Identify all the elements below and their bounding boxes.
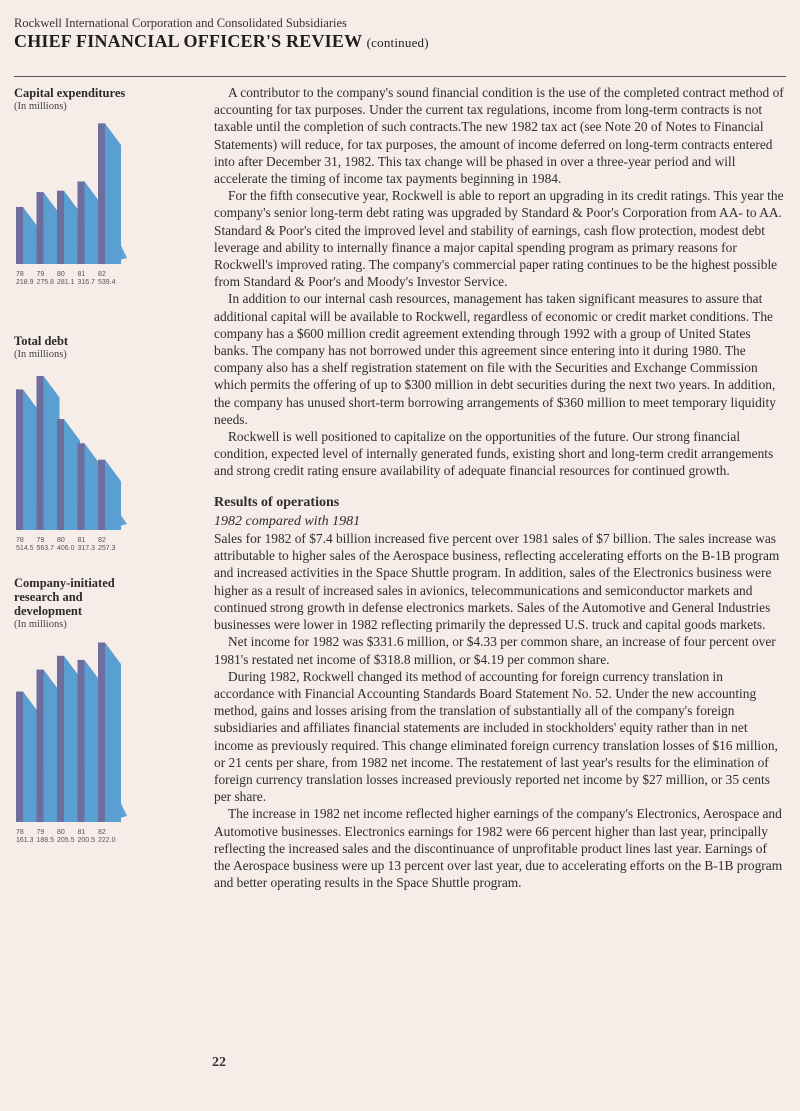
page-number: 22 — [212, 1055, 226, 1070]
data-label: 205.5 — [57, 837, 75, 844]
chart-unit: (In millions) — [14, 101, 67, 112]
paragraph: Net income for 1982 was $331.6 million, or $4.33 per common share, an increase of four percent over 1981's restated net income of $318.8 million, or $4.19 per common share. — [214, 634, 776, 667]
paragraph: During 1982, Rockwell changed its method of accounting for foreign currency translation in accordance with Financial Accounting Standards Board Statement No. 52. Under the new accounting method, gains and losses arising from the translation of substantially all of the company's foreign subsidiaries and affiliates financial statements are included in stockholders' equity rather than in net income as previously required. This change eliminated foreign currency translation losses of $16 million, or 21 cents per share, from 1982 net income. The restatement of last year's results for the elimination of foreign currency translation losses increased previously reported net income by $27 million, or 35 cents per share. — [214, 668, 778, 805]
data-label: 161.3 — [16, 837, 34, 844]
tick-label: 79 — [36, 829, 45, 836]
debt-chart-svg — [14, 360, 199, 566]
page-header — [14, 16, 786, 52]
tick-label: 79 — [36, 271, 45, 278]
section-subheading: 1982 compared with 1981 — [214, 513, 361, 529]
chart-unit: (In millions) — [14, 349, 67, 360]
paragraph: Sales for 1982 of $7.4 billion increased five percent over 1981 sales of $7 billion. The sales increase was attributable to higher sales of the Aerospace business, reflecting accelerating efforts on the B-1B program and increased activities in the Space Shuttle program. In addition, sales of the Electronics business were higher as a result of increased sales in avionics, telecommunications and semiconductor markets and continued strong growth in defense electronics markets. Sales of the Automotive and General Industries businesses were lower in 1982 reflecting primarily the depressed U.S. truck and capital goods markets. — [214, 531, 780, 633]
debt-chart — [14, 334, 199, 566]
data-label: 317.3 — [77, 545, 96, 552]
continued-label: (continued) — [366, 35, 429, 50]
chart-unit: (In millions) — [14, 619, 67, 630]
bar — [16, 692, 23, 822]
bar — [57, 656, 64, 822]
paragraph: A contributor to the company's sound financial condition is the use of the completed contract method of accounting for tax purposes. Under the current tax regulations, income from long-term contracts is not taxable until the completion of such contracts.The new 1982 tax act (see Note 20 of Notes to Financial Statements) will reduce, for tax purposes, the amount of income deferred on long-term contracts entered into after December 31, 1982. This tax change will be phased in over a three-year period and will accelerate the timing of income tax payments beginning in 1984. — [214, 85, 784, 187]
bar — [98, 460, 105, 530]
bar — [98, 642, 105, 822]
data-label: 257.3 — [98, 545, 116, 552]
tick-label: 80 — [57, 829, 65, 836]
tick-label: 78 — [16, 829, 24, 836]
bar — [16, 389, 23, 530]
tick-label: 82 — [98, 829, 106, 836]
tick-label: 80 — [57, 537, 65, 544]
header-divider — [14, 76, 786, 77]
tick-label: 78 — [16, 537, 24, 544]
capex-chart — [14, 86, 199, 300]
chart-title: Capital expenditures — [14, 86, 126, 100]
tick-label: 82 — [98, 271, 106, 278]
bar — [78, 443, 85, 530]
bar — [57, 419, 64, 530]
data-label: 406.0 — [57, 545, 75, 552]
chart-title: Total debt — [14, 334, 69, 348]
bar — [37, 376, 44, 530]
tick-label: 82 — [98, 537, 106, 544]
tick-label: 81 — [77, 829, 86, 836]
capex-chart-svg — [14, 112, 199, 300]
paragraph: Rockwell is well positioned to capitalize on the opportunities of the future. Our strong financial condition, expected level of internally generated funds, existing short and long-term credit arrangements and strong credit rating ensure availability of adequate financial resources for continued growth. — [214, 429, 774, 479]
paragraph: For the fifth consecutive year, Rockwell is able to report an upgrading in its credit ratings. This year the company's senior long-term debt rating was upgraded by Standard & Poor's Corporation from AA- to AA. Standard & Poor's cited the improved level and stability of earnings, cash flow protection, modest debt leverage and ability to internally finance a major capital spending program as primary reasons for Rockwell's improved rating. The company's commercial paper rating continues to be the highest possible from Standard & Poor's and Moody's Investor Service. — [214, 188, 784, 290]
tick-label: 79 — [36, 537, 45, 544]
rnd-chart — [14, 576, 134, 858]
bar — [37, 670, 44, 822]
data-label: 514.5 — [16, 545, 34, 552]
tick-label: 80 — [57, 271, 65, 278]
title-text: CHIEF FINANCIAL OFFICER'S REVIEW — [14, 31, 362, 51]
bar — [78, 660, 85, 822]
data-label: 281.1 — [57, 279, 75, 286]
chart-title: Company-initiated research and development — [14, 576, 115, 618]
data-label: 316.7 — [77, 279, 96, 286]
data-label: 563.7 — [36, 545, 55, 552]
section-heading: Results of operations — [214, 494, 340, 510]
data-label: 188.5 — [36, 837, 55, 844]
page-title — [14, 31, 786, 52]
data-label: 218.9 — [16, 279, 34, 286]
rnd-chart-svg — [14, 630, 199, 858]
tick-label: 81 — [77, 271, 86, 278]
data-label: 275.8 — [36, 279, 55, 286]
bar — [37, 192, 44, 264]
data-label: 222.0 — [98, 837, 116, 844]
tick-label: 78 — [16, 271, 24, 278]
paragraph: The increase in 1982 net income reflected higher earnings of the company's Electronics, Aerospace and Automotive businesses. Electronics earnings for 1982 were 66 percent higher than last year, principally reflecting the increased sales and the discontinuance of unprofitable product lines last year. Earnings of the Aerospace business were up 13 percent over last year, due to accelerating efforts on the B-1B program and better operating results in the Space Shuttle program. — [214, 806, 783, 891]
bar — [16, 207, 23, 264]
paragraph: In addition to our internal cash resources, management has taken significant measures to assure that additional capital will be available to Rockwell, regardless of economic or credit market conditions. The company has a $600 million credit agreement extending through 1992 with a group of United States banks. The company has not borrowed under this agreement since entering into it during 1980. The company also has a shelf registration statement on file with the Securities and Exchange Commission which permits the offering of up to $300 million in debt securities during the next two years. In addition, the company has unused short-term borrowing arrangements of $360 million to meet temporary liquidity needs. — [214, 291, 776, 427]
bar — [78, 181, 85, 264]
main-text — [214, 84, 786, 891]
data-label: 539.4 — [98, 279, 116, 286]
bar — [98, 123, 105, 264]
bar — [57, 191, 64, 264]
tick-label: 81 — [77, 537, 86, 544]
data-label: 200.5 — [77, 837, 96, 844]
company-name: Rockwell International Corporation and Consolidated Subsidiaries — [14, 16, 347, 30]
